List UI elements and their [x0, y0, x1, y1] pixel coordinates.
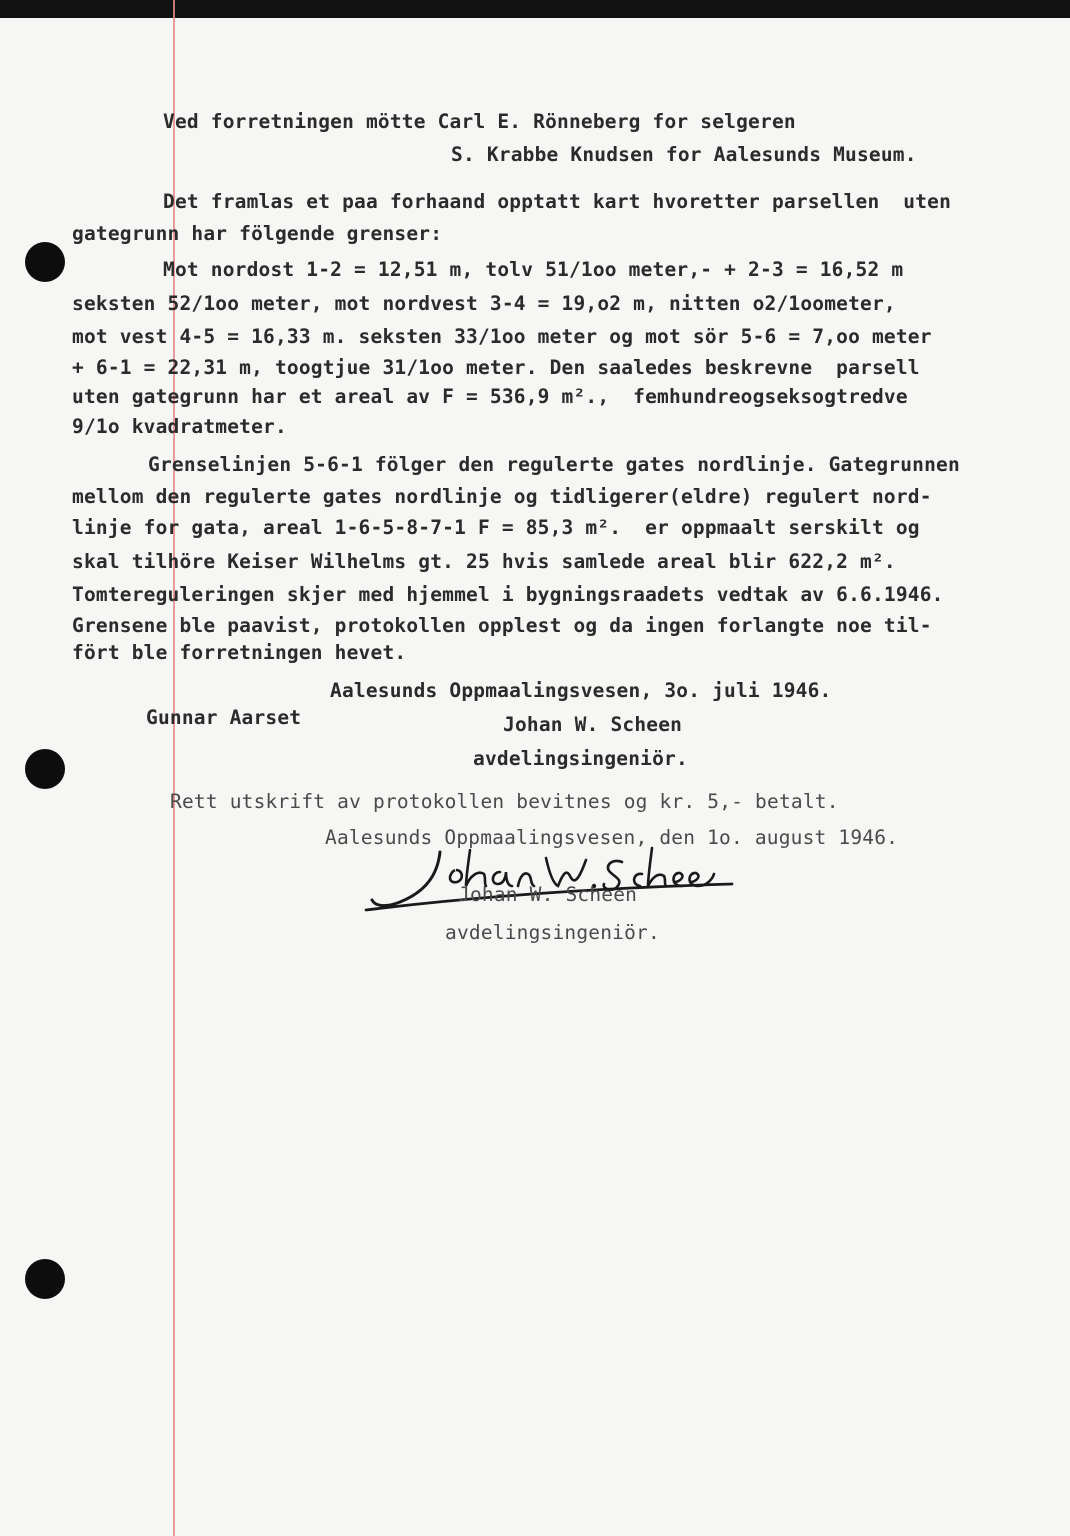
protocol-line: Det framlas et paa forhaand opptatt kart hvoretter parsellen uten — [163, 190, 952, 213]
handwritten-signature — [360, 840, 740, 920]
certification-line: avdelingsingeniör. — [445, 921, 660, 944]
protocol-line: gategrunn har fölgende grenser: — [72, 222, 443, 245]
certification-line: Rett utskrift av protokollen bevitnes og kr. 5,- betalt. — [170, 790, 839, 813]
protocol-line: Grensene ble paavist, protokollen opplest og da ingen forlangte noe til- — [72, 614, 932, 637]
protocol-line: uten gategrunn har et areal av F = 536,9 m²., femhundreogseksogtredve — [72, 385, 908, 408]
punch-hole-top — [25, 242, 65, 282]
protocol-line: 9/1o kvadratmeter. — [72, 415, 287, 438]
protocol-line: Tomtereguleringen skjer med hjemmel i bygningsraadets vedtak av 6.6.1946. — [72, 583, 944, 606]
scan-top-edge — [0, 0, 1070, 18]
protocol-line: seksten 52/1oo meter, mot nordvest 3-4 = 19,o2 m, nitten o2/1oometer, — [72, 292, 896, 315]
protocol-line: fört ble forretningen hevet. — [72, 641, 407, 664]
certification-line: Johan W. Scheen — [458, 883, 638, 906]
protocol-line: skal tilhöre Keiser Wilhelms gt. 25 hvis samlede areal blir 622,2 m². — [72, 550, 896, 573]
protocol-line: Gunnar Aarset — [146, 706, 302, 729]
protocol-line: Mot nordost 1-2 = 12,51 m, tolv 51/1oo meter,- + 2-3 = 16,52 m — [163, 258, 904, 281]
protocol-line: avdelingsingeniör. — [473, 747, 688, 770]
protocol-line: linje for gata, areal 1-6-5-8-7-1 F = 85,3 m². er oppmaalt serskilt og — [72, 516, 920, 539]
protocol-line: Aalesunds Oppmaalingsvesen, 3o. juli 1946. — [330, 679, 832, 702]
certification-line: Aalesunds Oppmaalingsvesen, den 1o. august 1946. — [325, 826, 899, 849]
protocol-line: Johan W. Scheen — [503, 713, 683, 736]
protocol-line: S. Krabbe Knudsen for Aalesunds Museum. — [451, 143, 917, 166]
protocol-line: mellom den regulerte gates nordlinje og tidligerer(eldre) regulert nord- — [72, 485, 932, 508]
punch-hole-middle — [25, 749, 65, 789]
punch-hole-bottom — [25, 1259, 65, 1299]
protocol-line: Grenselinjen 5-6-1 fölger den regulerte gates nordlinje. Gategrunnen — [148, 453, 960, 476]
protocol-line: Ved forretningen mötte Carl E. Rönneberg for selgeren — [163, 110, 796, 133]
protocol-line: + 6-1 = 22,31 m, toogtjue 31/1oo meter. Den saaledes beskrevne parsell — [72, 356, 920, 379]
protocol-line: mot vest 4-5 = 16,33 m. seksten 33/1oo meter og mot sör 5-6 = 7,oo meter — [72, 325, 932, 348]
